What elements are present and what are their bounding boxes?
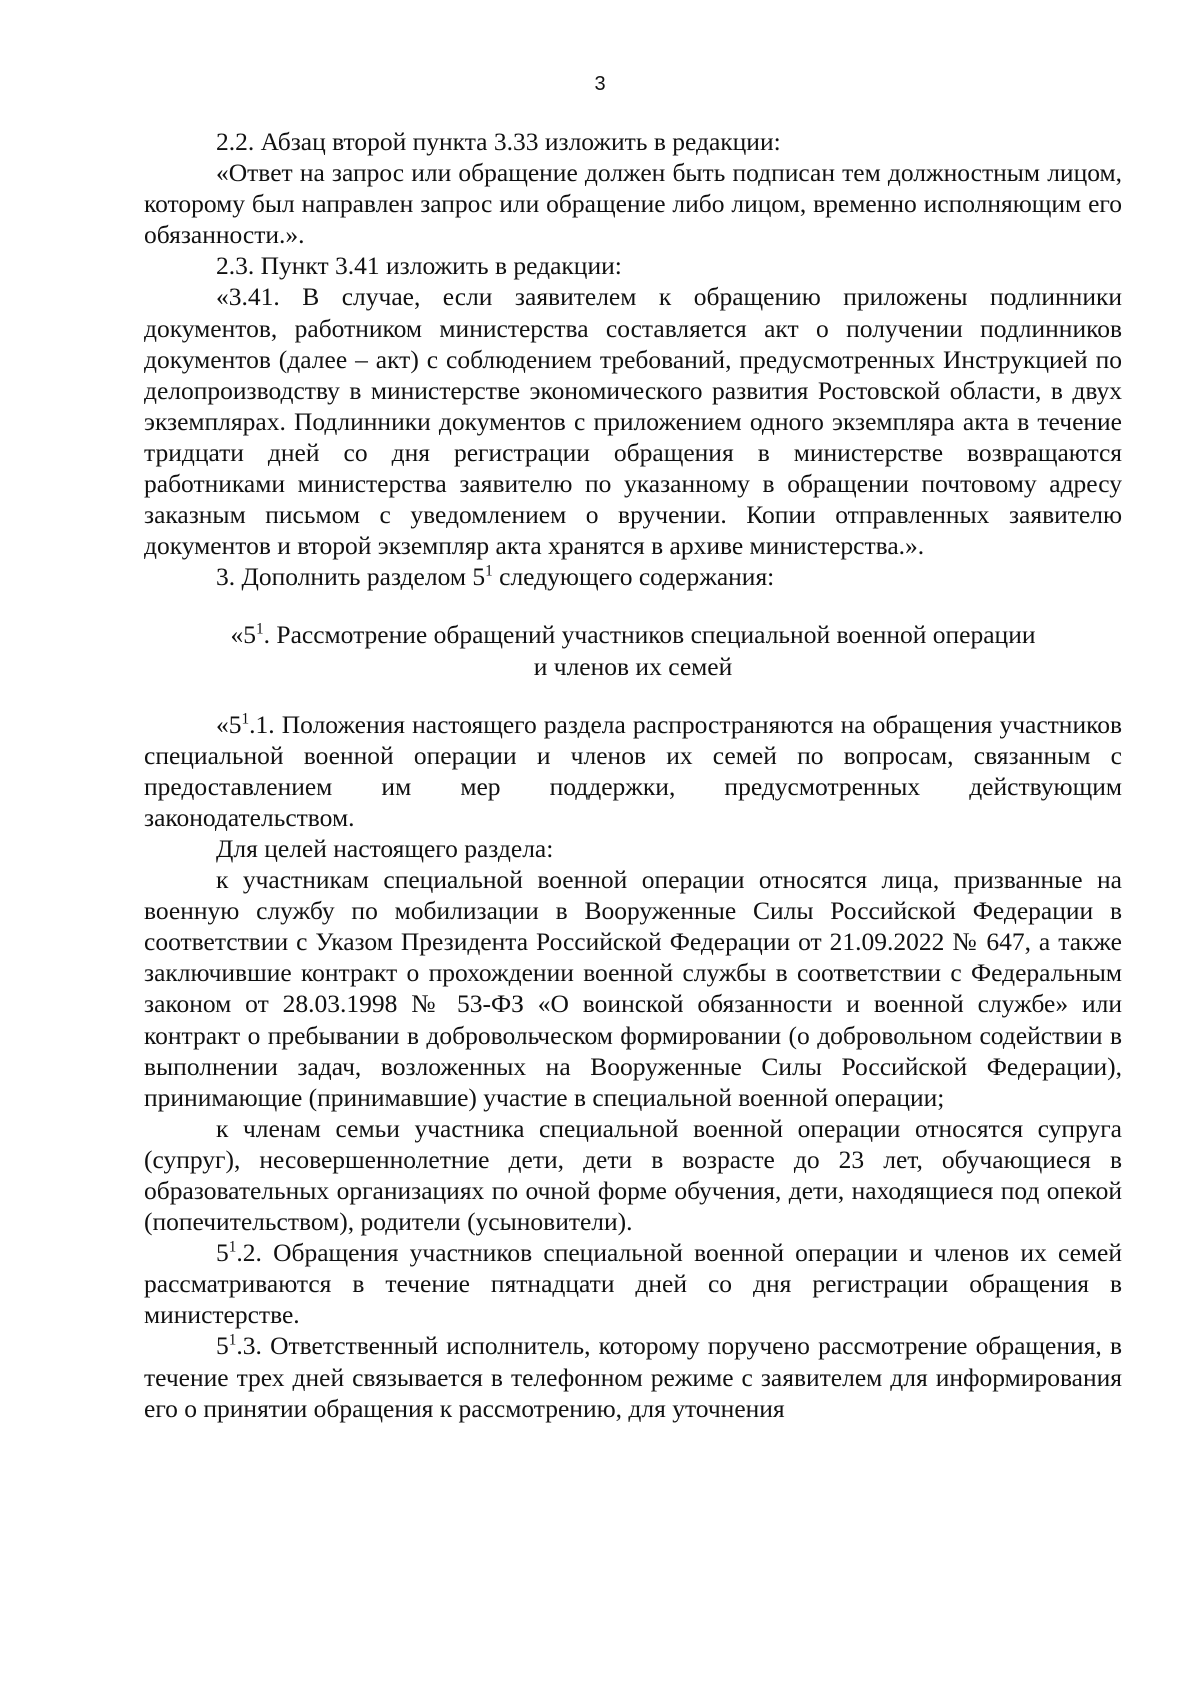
paragraph-3-33-text: «Ответ на запрос или обращение должен быть подписан тем должностным лицом, которому был направлен запрос или обращение либо лицом, временно исполняющим его обязанности.». (144, 158, 1122, 250)
paragraph-purposes: Для целей настоящего раздела: (216, 833, 554, 863)
text-run: .1. Положения настоящего раздела распространяются на обращения участников специальной военной операции и членов их семей по вопросам, связанным с предоставлением им мер поддержки, предусмотренных действующим законодательством. (144, 709, 1122, 832)
text-run: .2. Обращения участников специальной военной операции и членов их семей рассматриваются в течение пятнадцати дней со дня регистрации обращения в министерстве. (144, 1238, 1122, 1330)
spacer (144, 592, 1122, 619)
text-run: 3. Дополнить разделом 5 (216, 562, 486, 592)
text-run: . Рассмотрение обращений участников специальной военной операции (263, 620, 1036, 650)
clause-5-1-3 (144, 1330, 1122, 1423)
text-run: следующего содержания: (492, 562, 775, 592)
text-run: 5 (216, 1238, 229, 1268)
text-run: .3. Ответственный исполнитель, которому поручено рассмотрение обращения, в течение трех дней связывается в телефонном режиме с заявителем для информирования его о принятии обращения к рассмотрению, для уточнения (144, 1331, 1122, 1423)
spacer (144, 682, 1122, 709)
paragraph-family-definition: к членам семьи участника специальной военной операции относятся супруга (супруг), несовершеннолетние дети, дети в возрасте до 23 лет, обучающиеся в образовательных организациях по очной форме обучения, дети, находящиеся под опекой (попечительством), родители (усыновители). (144, 1113, 1122, 1237)
document-body (144, 126, 1122, 1424)
paragraph-3-add-section (144, 561, 1122, 592)
section-heading (144, 619, 1122, 681)
paragraph-participants-definition: к участникам специальной военной операции относятся лица, призванные на военную службу по мобилизации в Вооруженные Силы Российской Федерации в соответствии с Указом Президента Российской Федерации от 21.09.2022 № 647, а также заключившие контракт о прохождении военной службы в соответствии с Федеральным законом от 28.03.1998 № 53-ФЗ «О воинской обязанности и военной службе» или контракт о пребывании в добровольческом формировании (о добровольном содействии в выполнении задач, возложенных на Вооруженные Силы Российской Федерации), принимающие (принимавшие) участие в специальной военной операции; (144, 865, 1122, 1112)
paragraph-2-2: 2.2. Абзац второй пункта 3.33 изложить в редакции: (216, 127, 781, 156)
superscript: 1 (256, 620, 264, 638)
section-heading-line-1 (144, 619, 1122, 650)
paragraph-3-41-text: «3.41. В случае, если заявителем к обращению приложены подлинники документов, работником министерства составляется акт о получении подлинников документов (далее – акт) с соблюдением требований, предусмотренных Инструкцией по делопроизводству в министерстве экономического развития Ростовской области, в двух экземплярах. Подлинники документов с приложением одного экземпляра акта в течение тридцати дней со дня регистрации обращения в министерстве возвращаются работниками министерства заявителю по указанному в обращении почтовому адресу заказным письмом с уведомлением о вручении. Копии отправленных заявителю документов и второй экземпляр акта хранятся в архиве министерства.». (144, 282, 1122, 561)
text-run: «5 (230, 620, 256, 650)
superscript: 1 (485, 562, 493, 580)
superscript: 1 (241, 710, 250, 728)
page-number: 3 (594, 73, 606, 95)
clause-5-1-1 (144, 709, 1122, 833)
paragraph-2-3: 2.3. Пункт 3.41 изложить в редакции: (216, 251, 622, 281)
clause-5-1-2 (144, 1237, 1122, 1330)
text-run: «5 (216, 709, 242, 739)
text-run: 5 (216, 1331, 229, 1361)
section-heading-line-2: и членов их семей (533, 651, 733, 681)
superscript: 1 (228, 1238, 237, 1256)
superscript: 1 (228, 1331, 237, 1349)
